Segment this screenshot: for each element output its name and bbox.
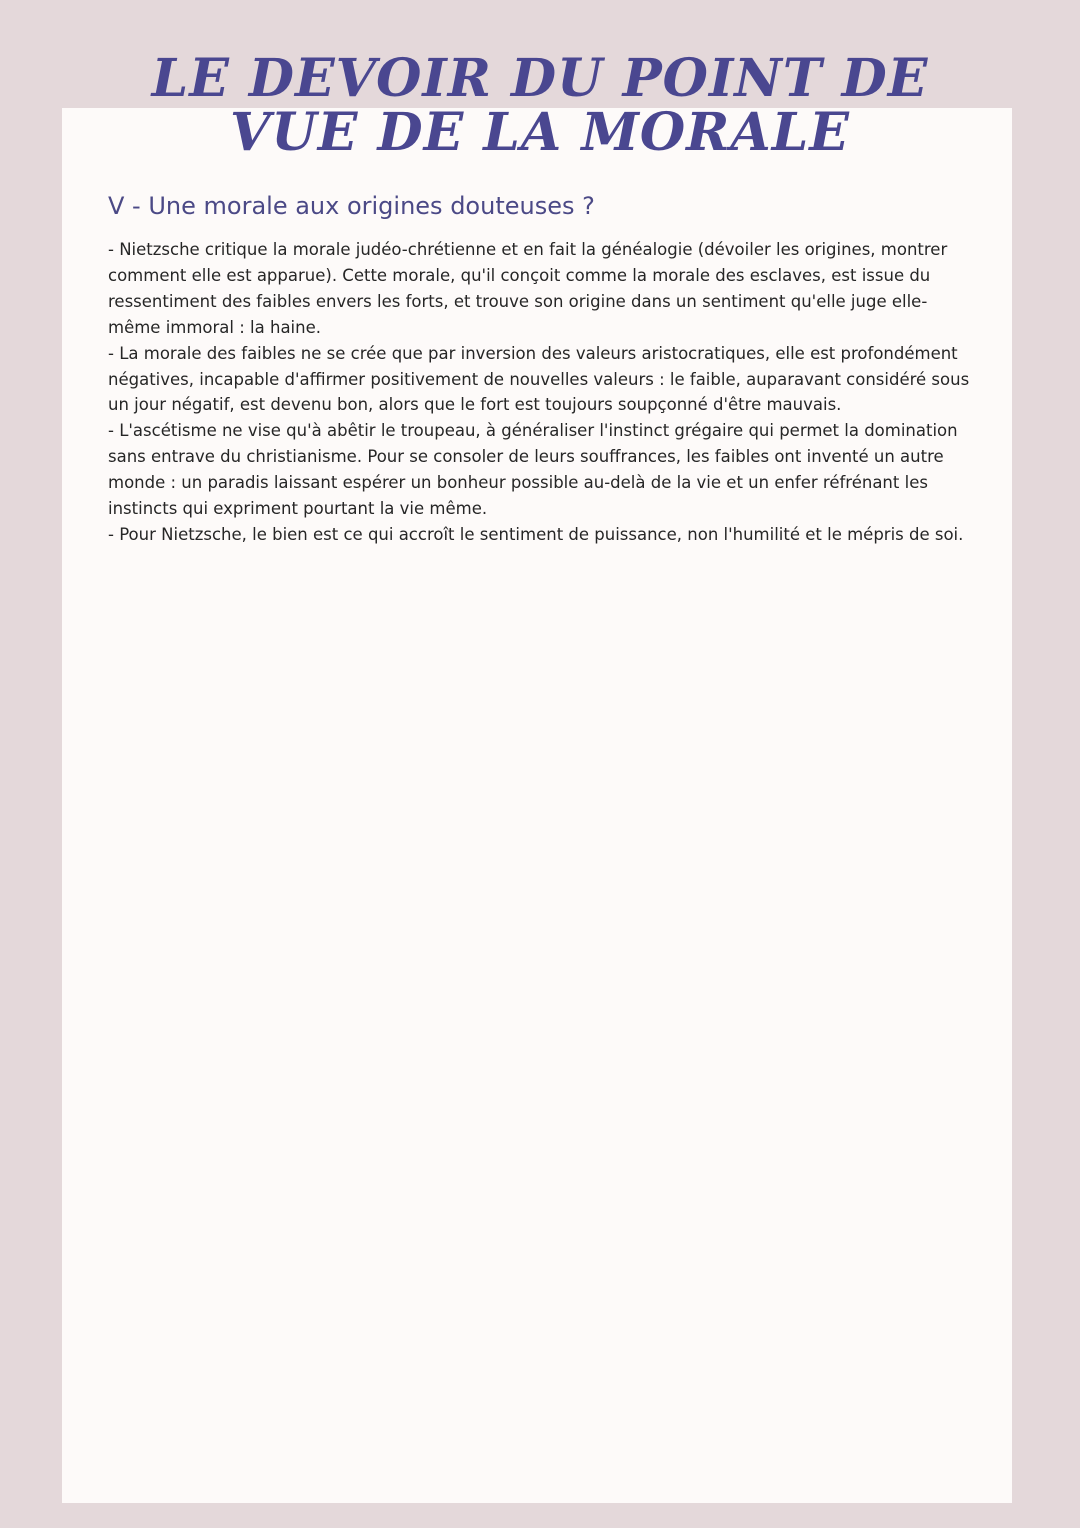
body-text — [108, 237, 978, 548]
title-line-2: VUE DE LA MORALE — [230, 102, 850, 163]
paragraph-inversion: - La morale des faibles ne se crée que par inversion des valeurs aristocratiques, elle est profondément négatives, incapable d'affirmer positivement de nouvelles valeurs : le faible, auparavant considéré sous un jour négatif, est devenu bon, alors que le fort est toujours soupçonné d'être mauvais. — [108, 343, 970, 415]
page-title — [0, 48, 1080, 163]
paragraph-genealogy: - Nietzsche critique la morale judéo-chrétienne et en fait la généalogie (dévoiler les origines, montrer comment elle est apparue). Cette morale, qu'il conçoit comme la morale des esclaves, est issue du ressentiment des faibles envers les forts, et trouve son origine dans un sentiment qu'elle juge elle-même immoral : la haine. — [108, 240, 948, 337]
paragraph-ascetism: - L'ascétisme ne vise qu'à abêtir le troupeau, à généraliser l'instinct grégaire qui permet la domination sans entrave du christianisme. Pour se consoler de leurs souffrances, les faibles ont inventé un autre monde : un paradis laissant espérer un bonheur possible au-delà de la vie et un enfer réfrénant les instincts qui expriment pourtant la vie même. — [108, 421, 958, 519]
paragraph-power: - Pour Nietzsche, le bien est ce qui accroît le sentiment de puissance, non l'humilité et le mépris de soi. — [108, 524, 964, 544]
title-line-1: LE DEVOIR DU POINT DE — [151, 48, 929, 109]
section-heading: V - Une morale aux origines douteuses ? — [108, 192, 595, 220]
